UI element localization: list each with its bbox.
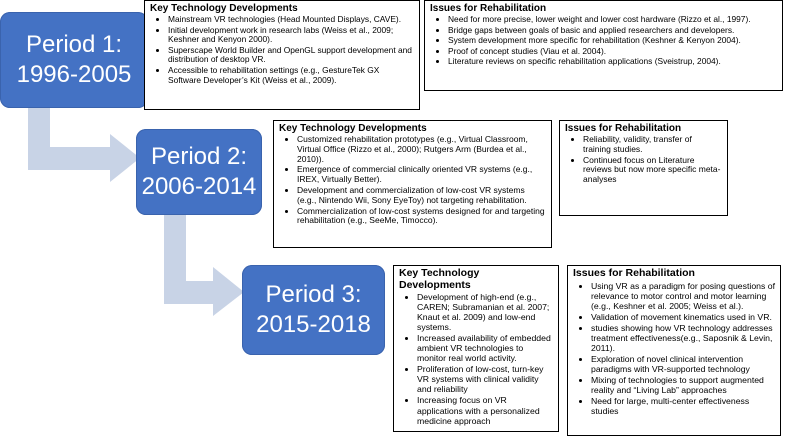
list-item: • Need for more precise, lower weight and lower cost hardware (Rizzo et al., 1997). [448, 15, 777, 25]
period-1-tech-list [150, 15, 414, 85]
period-1-years: 1996-2005 [16, 61, 132, 88]
period-1-tech-box [144, 0, 420, 110]
period-2-label: Period 2: [150, 143, 248, 170]
arrow-period2-to-period3 [144, 212, 244, 316]
period-1-issues-box [424, 0, 783, 91]
period-1-issues-title: Issues for Rehabilitation [430, 3, 547, 14]
list-item: • Increasing focus on VR applications with a personalized medicine approach [417, 395, 553, 425]
list-item: • System development more specific for rehabilitation (Keshner & Kenyon 2004). [448, 36, 777, 46]
period-2-tech-title: Key Technology Developments [279, 123, 427, 134]
period-2-tech-list [279, 135, 546, 226]
period-3-tech-title: Key Technology Developments [399, 267, 480, 291]
period-3-tech-list [399, 292, 553, 426]
period-3-issues-box [567, 265, 781, 436]
period-1-issues-list [430, 15, 777, 67]
period-3-block [242, 265, 385, 355]
list-item: • Exploration of novel clinical intervention paradigms with VR-supported technology [591, 354, 775, 374]
list-item: • Mainstream VR technologies (Head Mounted Displays, CAVE). [168, 15, 414, 25]
period-2-issues-box [559, 120, 728, 216]
list-item: • Development of high-end (e.g., CAREN; Subramanian et al. 2007; Knaut et al. 2009) and low-end systems. [417, 292, 553, 332]
period-3-years: 2015-2018 [256, 311, 371, 338]
list-item: • Literature reviews on specific rehabilitation applications (Sveistrup, 2004). [448, 57, 777, 67]
list-item: • Increased availability of embedded ambient VR technologies to monitor real world activity. [417, 333, 553, 363]
arrow-period1-to-period2 [8, 102, 140, 182]
list-item: • Mixing of technologies to support augmented reality and “Living Lab” approaches [591, 375, 775, 395]
list-item: • Need for large, multi-center effectiveness studies [591, 396, 775, 416]
list-item: • Bridge gaps between goals of basic and applied researchers and developers. [448, 26, 777, 36]
list-item: • Accessible to rehabilitation settings (e.g., GestureTek GX Software Developer’s Kit (Weiss et al., 2009). [168, 66, 414, 85]
list-item: • Reliability, validity, transfer of training studies. [583, 135, 722, 155]
period-1-block [0, 12, 148, 108]
period-2-issues-list [565, 135, 722, 185]
list-item: • Continued focus on Literature reviews but now more specific meta-analyses [583, 156, 722, 185]
period-2-tech-box [273, 120, 552, 248]
list-item: • Initial development work in research labs (Weiss et al., 2009; Keshner and Kenyon 2000). [168, 26, 414, 45]
list-item: • studies showing how VR technology addresses treatment effectiveness(e.g., Saposnik & Levin, 2011). [591, 323, 775, 353]
list-item: • Validation of movement kinematics used in VR. [591, 312, 775, 322]
period-1-label: Period 1: [25, 31, 123, 58]
list-item: • Using VR as a paradigm for posing questions of relevance to motor control and motor learning (e.g., Keshner et al. 2005; Weiss et al.). [591, 281, 775, 311]
period-3-label: Period 3: [265, 281, 362, 308]
list-item: • Customized rehabilitation prototypes (e.g., Virtual Classroom, Virtual Office (Rizzo et al., 2000); Rutgers Arm (Burdea et al., 2010)). [297, 135, 546, 164]
list-item: • Proof of concept studies (Viau et al. 2004). [448, 47, 777, 57]
list-item: • Emergence of commercial clinically oriented VR systems (e.g., IREX, Virtually Better). [297, 165, 546, 185]
list-item: • Superscape World Builder and OpenGL support development and distribution of desktop VR. [168, 46, 414, 65]
period-2-years: 2006-2014 [141, 173, 257, 200]
period-1-tech-title: Key Technology Developments [150, 3, 298, 14]
period-3-issues-title: Issues for Rehabilitation [573, 267, 695, 279]
list-item: • Development and commercialization of low-cost VR systems (e.g., Nintendo Wii, Sony EyeToy) not targeting rehabilitation. [297, 186, 546, 206]
list-item: • Commercialization of low-cost systems designed for and targeting rehabilitation (e.g., SeeMe, Timocco). [297, 207, 546, 227]
period-3-issues-list [573, 281, 775, 417]
period-2-issues-title: Issues for Rehabilitation [565, 123, 682, 134]
period-2-block [136, 129, 262, 215]
period-3-tech-box [393, 265, 559, 432]
list-item: • Proliferation of low-cost, turn-key VR systems with clinical validity and reliability [417, 364, 553, 394]
